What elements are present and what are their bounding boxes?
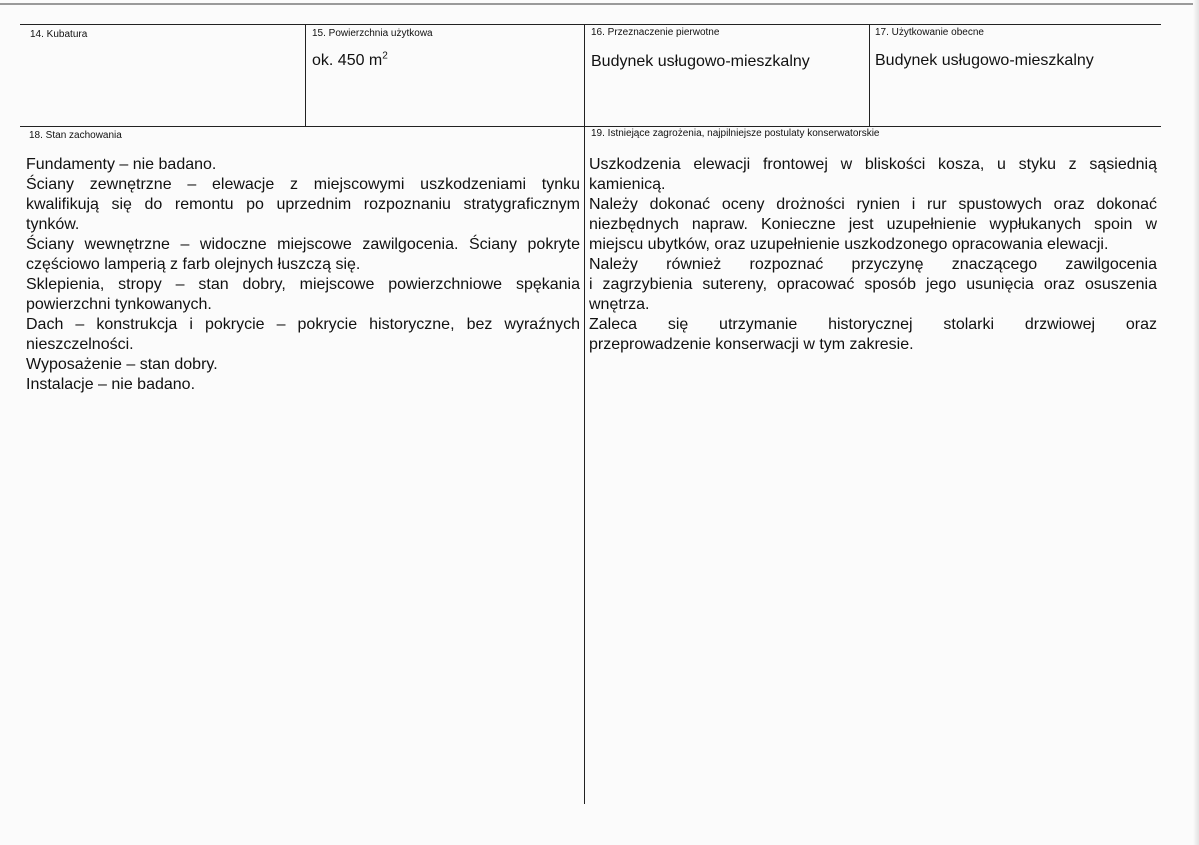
text-line: i zagrzybienia sutereny, opracować sposób jego usunięcia oraz osuszenia <box>589 276 1157 293</box>
text-line: Należy dokonać oceny drożności rynien i rur spustowych oraz dokonać <box>589 196 1157 213</box>
text-line: wnętrza. <box>589 296 650 313</box>
field-18-text <box>26 155 580 395</box>
text-line: częściowo lamperią z farb olejnych łuszczą się. <box>26 256 361 273</box>
scan-top-edge <box>0 3 1199 5</box>
field-14-label: 14. Kubatura <box>30 29 88 40</box>
text-line: Ściany wewnętrzne – widoczne miejscowe zawilgocenia. Ściany pokryte <box>26 236 580 253</box>
text-line: Instalacje – nie badano. <box>26 376 196 393</box>
text-line: przeprowadzenie konserwacji w tym zakresie. <box>589 336 914 353</box>
form-top-border <box>20 24 1161 25</box>
field-17-label: 17. Użytkowanie obecne <box>875 27 984 38</box>
text-line: Należy również rozpoznać przyczynę znaczącego zawilgocenia <box>589 256 1157 273</box>
text-line: miejscu ubytków, oraz uzupełnienie uszkodzonego opracowania elewacji. <box>589 236 1109 253</box>
field-19-text <box>589 155 1157 355</box>
field-15-value <box>312 51 388 71</box>
field-15-label: 15. Powierzchnia użytkowa <box>312 28 433 39</box>
text-line: Sklepienia, stropy – stan dobry, miejscowe powierzchniowe spękania <box>26 276 580 293</box>
text-line: Fundamenty – nie badano. <box>26 156 217 173</box>
field-17-value: Budynek usługowo-mieszkalny <box>875 52 1094 69</box>
column-divider-center <box>584 24 585 804</box>
text-line: kwalifikują się do remontu po uprzednim rozpoznaniu stratygraficznym <box>26 196 580 213</box>
area-value: ok. 450 m <box>312 52 383 69</box>
field-16-value: Budynek usługowo-mieszkalny <box>591 53 810 70</box>
text-line: Uszkodzenia elewacji frontowej w bliskości kosza, u styku z sąsiednią <box>589 156 1157 173</box>
field-18-label: 18. Stan zachowania <box>29 130 122 141</box>
column-divider-3 <box>869 24 870 127</box>
area-unit-superscript: 2 <box>382 50 388 62</box>
text-line: Ściany zewnętrzne – elewacje z miejscowymi uszkodzeniami tynku <box>26 176 580 193</box>
text-line: tynków. <box>26 216 80 233</box>
text-line: Wyposażenie – stan dobry. <box>26 356 218 373</box>
column-divider-1 <box>305 24 306 127</box>
text-line: Zaleca się utrzymanie historycznej stolarki drzwiowej oraz <box>589 316 1157 333</box>
text-line: niezbędnych napraw. Konieczne jest uzupełnienie wypłukanych spoin w <box>589 216 1157 233</box>
scan-right-edge <box>1193 0 1199 845</box>
row-divider <box>20 126 1161 127</box>
field-16-label: 16. Przeznaczenie pierwotne <box>591 27 720 38</box>
text-line: powierzchni tynkowanych. <box>26 296 212 313</box>
field-19-label: 19. Istniejące zagrożenia, najpilniejsze postulaty konserwatorskie <box>591 128 880 139</box>
text-line: nieszczelności. <box>26 336 134 353</box>
text-line: kamienicą. <box>589 176 666 193</box>
text-line: Dach – konstrukcja i pokrycie – pokrycie historyczne, bez wyraźnych <box>26 316 580 333</box>
